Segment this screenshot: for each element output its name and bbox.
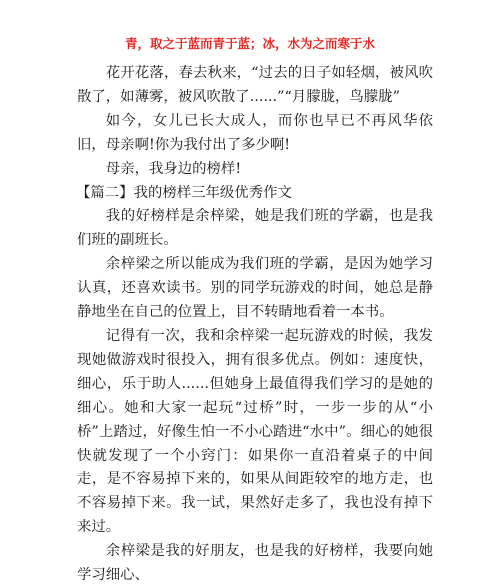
paragraph: 花开花落，春去秋来，“过去的日子如轻烟，被风吹散了，如薄雾，被风吹散了......”“月朦胧，鸟朦胧”	[77, 65, 433, 105]
paragraph: 余梓梁是我的好朋友，也是我的好榜样，我要向她学习细心、	[77, 543, 433, 584]
page-header: 青，取之于蓝而青于蓝；冰，水为之而寒于水	[124, 36, 375, 51]
article-body	[77, 62, 433, 588]
paragraph: 我的好榜样是余梓梁，她是我们班的学霸，也是我们班的副班长。	[77, 208, 433, 249]
section-title: 【篇二】我的榜样三年级优秀作文	[76, 184, 292, 201]
paragraph: 母亲，我身边的榜样!	[105, 160, 242, 177]
paragraph: 余梓梁之所以能成为我们班的学霸，是因为她学习认真，还喜欢读书。别的同学玩游戏的时间，她总是静静地坐在自己的位置上，目不转睛地看着一本书。	[77, 256, 433, 321]
paragraph: 如今，女儿已长大成人，而你也早已不再风华依旧，母亲啊!你为我付出了多少啊!	[77, 112, 433, 153]
paragraph: 记得有一次，我和余梓梁一起玩游戏的时候，我发现她做游戏时很投入，拥有很多优点。例如：速度快，细心，乐于助人......但她身上最值得我们学习的是她的细心。她和大家一起玩“过桥”时，一步一步的从“小桥”上踏过，好像生怕一不小心踏进“水中”。细心的她很快就发现了一个小窍门：如果你一直沿着桌子的中间走，是不容易掉下来的，如果从间距较窄的地方走，也不容易掉下来。我一试，果然好走多了，我也没有掉下来过。	[77, 327, 433, 536]
